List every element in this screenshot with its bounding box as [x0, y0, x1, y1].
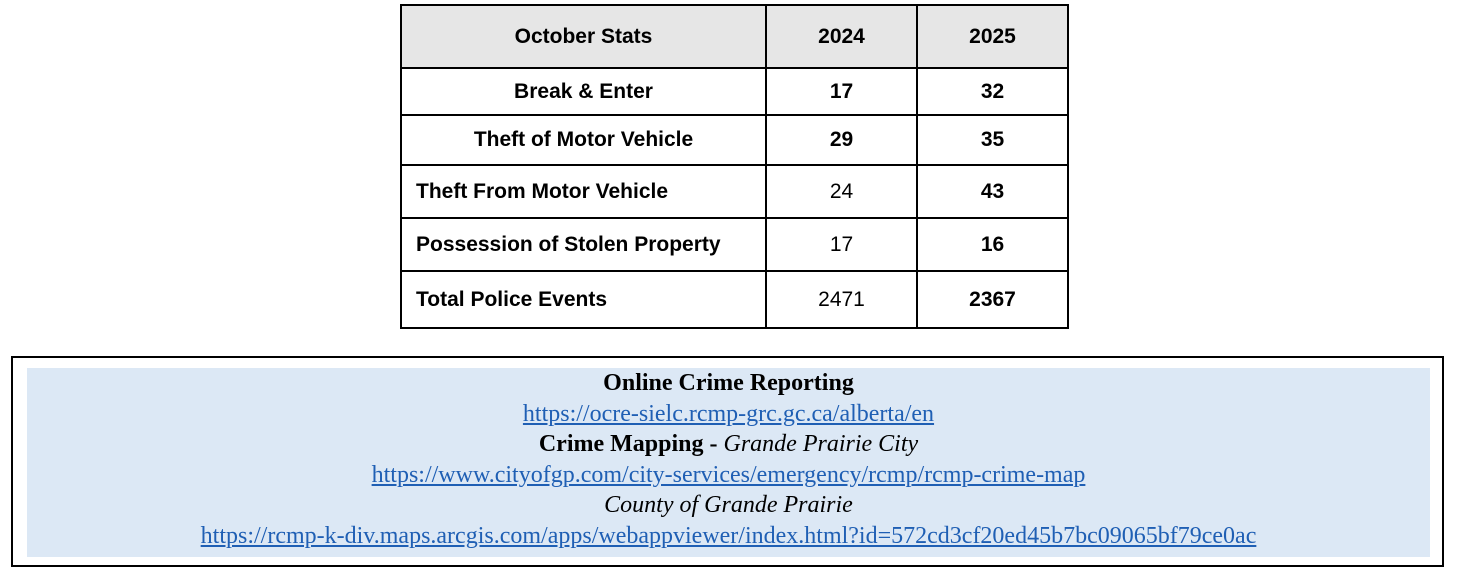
cell-2025: 16	[917, 218, 1068, 271]
row-label-theft-from-motor-vehicle: Theft From Motor Vehicle	[401, 165, 766, 218]
cell-2024: 24	[766, 165, 917, 218]
row-label-theft-of-motor-vehicle: Theft of Motor Vehicle	[401, 115, 766, 165]
table-row	[401, 271, 1068, 328]
cell-2024: 29	[766, 115, 917, 165]
cell-2025: 2367	[917, 271, 1068, 328]
cell-2025: 35	[917, 115, 1068, 165]
info-box-content	[27, 368, 1430, 557]
crime-mapping-heading-line	[27, 429, 1430, 460]
row-label-possession-stolen-property: Possession of Stolen Property	[401, 218, 766, 271]
table-row	[401, 115, 1068, 165]
table-row	[401, 165, 1068, 218]
row-label-total-police-events: Total Police Events	[401, 271, 766, 328]
cell-2024: 2471	[766, 271, 917, 328]
crime-mapping-city-label: Grande Prairie City	[723, 431, 919, 457]
cell-2025: 43	[917, 165, 1068, 218]
cell-2024: 17	[766, 68, 917, 115]
cell-2024: 17	[766, 218, 917, 271]
october-stats-table	[400, 4, 1069, 329]
county-label: County of Grande Prairie	[604, 492, 853, 518]
header-2024: 2024	[766, 5, 917, 68]
cell-2025: 32	[917, 68, 1068, 115]
header-october-stats: October Stats	[401, 5, 766, 68]
table-row	[401, 218, 1068, 271]
crime-reporting-info-box	[11, 356, 1444, 567]
row-label-break-enter: Break & Enter	[401, 68, 766, 115]
table-row	[401, 68, 1068, 115]
online-crime-reporting-heading: Online Crime Reporting	[603, 370, 854, 396]
county-crime-map-link[interactable]: https://rcmp-k-div.maps.arcgis.com/apps/webappviewer/index.html?id=572cd3cf20ed45b7bc09065bf79ce0ac	[200, 522, 1257, 549]
online-crime-reporting-link[interactable]: https://ocre-sielc.rcmp-grc.gc.ca/alberta/en	[522, 400, 935, 427]
city-crime-map-link[interactable]: https://www.cityofgp.com/city-services/emergency/rcmp/rcmp-crime-map	[371, 461, 1086, 488]
crime-mapping-heading: Crime Mapping -	[538, 431, 718, 457]
header-2025: 2025	[917, 5, 1068, 68]
table-header-row	[401, 5, 1068, 68]
